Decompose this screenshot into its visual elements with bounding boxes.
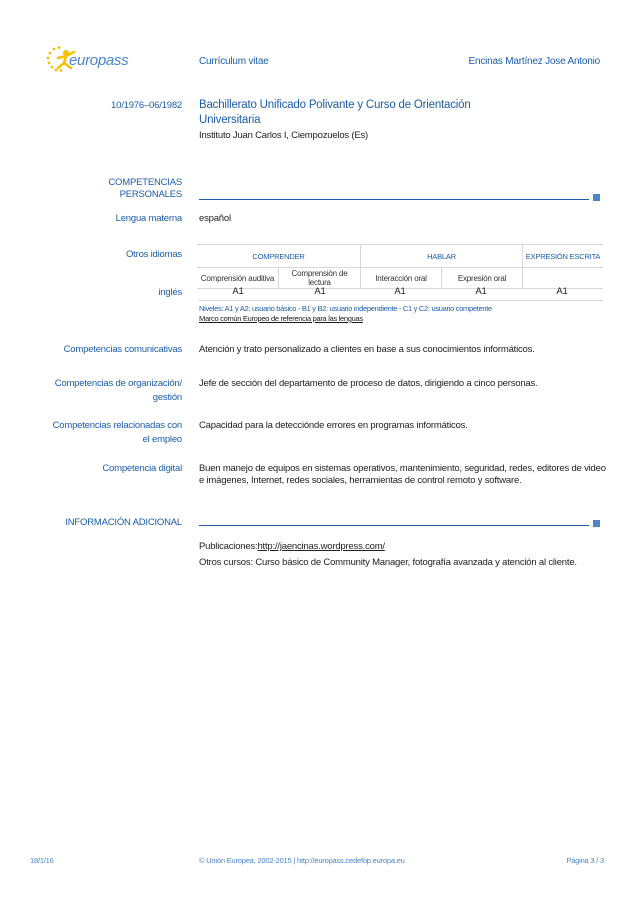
header-writing: EXPRESIÓN ESCRITA xyxy=(523,245,604,268)
footer-date: 18/1/16 xyxy=(30,856,54,865)
mother-tongue-label: Lengua materna xyxy=(115,213,182,224)
levels-row-divider xyxy=(199,300,603,301)
digital-skills-label: Competencia digital xyxy=(102,463,182,474)
publications-link[interactable]: http://jaencinas.wordpress.com/ xyxy=(257,541,385,552)
job-skills-label xyxy=(53,420,182,446)
education-dates: 10/1976–06/1982 xyxy=(111,100,182,111)
communication-skills-label: Competencias comunicativas xyxy=(63,344,182,355)
cefr-framework-link[interactable]: Marco común Europeo de referencia para las lenguas xyxy=(199,314,363,323)
education-institution: Instituto Juan Carlos I, Ciempozuelos (Es) xyxy=(199,130,369,141)
job-label-line2: el empleo xyxy=(142,434,182,445)
level-writing: A1 xyxy=(556,286,568,297)
education-title-line1: Bachillerato Unificado Polivante y Curso de Orientación xyxy=(199,99,471,111)
section-divider-additional xyxy=(199,525,589,526)
levels-note: Niveles: A1 y A2: usuario básico - B1 y B2: usuario independiente - C1 y C2: usuario competente xyxy=(199,304,492,313)
level-reading: A1 xyxy=(314,286,326,297)
subheader-production: Expresión oral xyxy=(442,268,523,289)
section-marker-square xyxy=(593,194,600,201)
subheader-reading-line2: lectura xyxy=(308,278,331,287)
language-name: inglés xyxy=(158,287,182,298)
education-title-line2: Universitaria xyxy=(199,114,261,126)
level-listening: A1 xyxy=(232,286,244,297)
level-interaction: A1 xyxy=(394,286,406,297)
digital-skills-value-line2: e imágenes, Internet, redes sociales, herramientas de control remoto y software. xyxy=(199,475,522,486)
section-divider xyxy=(199,199,589,200)
europass-wordmark: europass xyxy=(69,52,129,69)
publications-line xyxy=(199,541,385,553)
applicant-name: Encinas Martínez Jose Antonio xyxy=(468,56,600,67)
footer-page-number: Página 3 / 3 xyxy=(566,856,604,865)
subheader-reading-line1: Comprensión de xyxy=(291,269,348,278)
job-label-line1: Competencias relacionadas con xyxy=(52,420,182,431)
subheader-listening: Comprensión auditiva xyxy=(197,268,279,289)
mother-tongue-value: español xyxy=(199,213,231,224)
organisational-label-line1: Competencias de organización/ xyxy=(54,378,182,389)
job-skills-value: Capacidad para la detecciónde errores en programas informáticos. xyxy=(199,420,468,431)
header-understanding: COMPRENDER xyxy=(197,245,361,268)
footer-copyright: © Unión Europea, 2002-2015 | http://europass.cedefop.europa.eu xyxy=(199,856,405,865)
europass-logo xyxy=(44,44,134,74)
header-speaking: HABLAR xyxy=(361,245,523,268)
other-languages-label: Otros idiomas xyxy=(125,249,182,260)
section-marker-square-additional xyxy=(593,520,600,527)
language-skills-table xyxy=(197,244,603,289)
organisational-skills-value: Jefe de sección del departamento de proceso de datos, dirigiendo a cinco personas. xyxy=(199,378,538,389)
document-title: Currículum vitae xyxy=(199,56,269,67)
digital-skills-value-line1: Buen manejo de equipos en sistemas operativos, mantenimiento, seguridad, redes, editores de video xyxy=(199,463,606,474)
section-heading-personal-skills xyxy=(108,177,182,201)
organisational-skills-label xyxy=(55,378,182,404)
communication-skills-value: Atención y trato personalizado a clientes en base a sus conocimientos informáticos. xyxy=(199,344,535,355)
other-courses: Otros cursos: Curso básico de Community Manager, fotografía avanzada y atención al cliente. xyxy=(199,557,577,568)
level-production: A1 xyxy=(475,286,487,297)
subheader-interaction: Interacción oral xyxy=(361,268,442,289)
organisational-label-line2: gestión xyxy=(152,392,182,403)
publications-prefix: Publicaciones: xyxy=(199,541,258,552)
section-heading-line2: PERSONALES xyxy=(119,189,182,200)
section-heading-line1: COMPETENCIAS xyxy=(108,177,182,188)
section-heading-additional-info: INFORMACIÓN ADICIONAL xyxy=(65,517,182,528)
